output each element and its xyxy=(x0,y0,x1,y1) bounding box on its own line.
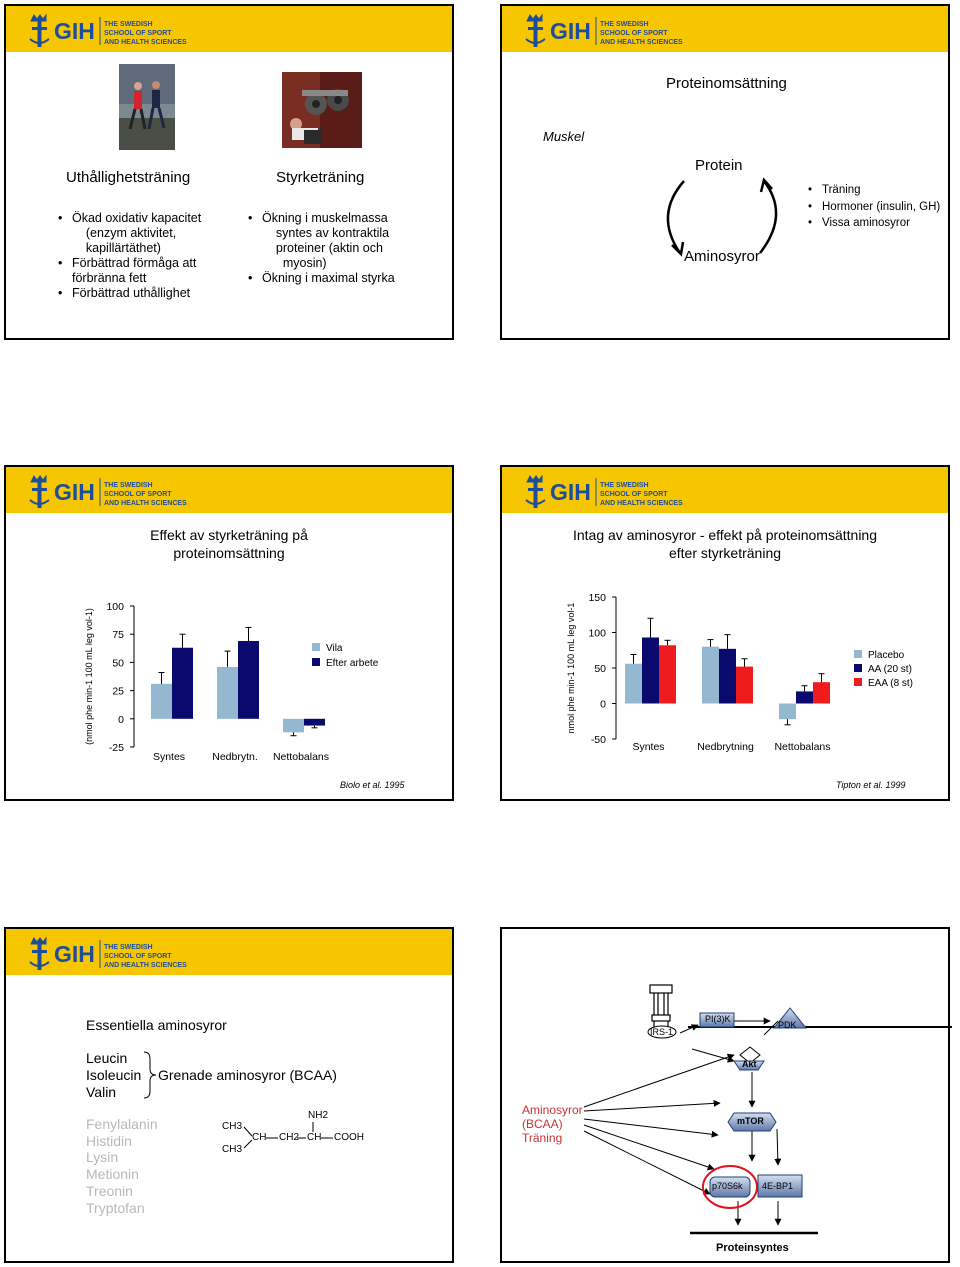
category-label: Nettobalans xyxy=(774,741,831,753)
bcaa-item: Valin xyxy=(86,1084,117,1100)
strength-bullet: • Ökning i muskelmassa syntes av kontraktila proteiner (aktin och myosin) xyxy=(248,211,428,271)
regulator-bullet: • Vissa aminosyror xyxy=(808,215,940,232)
y-tick-label: -25 xyxy=(108,742,124,754)
svg-text:AND HEALTH SCIENCES: AND HEALTH SCIENCES xyxy=(600,39,683,46)
category-label: Nettobalans xyxy=(272,751,330,763)
akt-label: Akt xyxy=(742,1059,757,1069)
y-tick-label: 100 xyxy=(106,601,124,613)
slide-training-types xyxy=(4,4,454,340)
category-label: Syntes xyxy=(152,751,186,763)
bcaa-item: Isoleucin xyxy=(86,1067,142,1083)
legend-label: Vila xyxy=(326,643,343,654)
svg-text:GIH: GIH xyxy=(54,941,95,967)
citation: Tipton et al. 1999 xyxy=(836,780,906,790)
slide-amino-intake-chart xyxy=(500,465,950,801)
amino-item: Lysin xyxy=(86,1149,119,1166)
mol-nh2: NH2 xyxy=(308,1110,329,1121)
mol-ch: CH xyxy=(307,1132,322,1143)
gih-logo xyxy=(520,9,683,49)
citation: Biolo et al. 1995 xyxy=(340,780,405,790)
category-label: Syntes xyxy=(632,741,665,753)
legend-swatch xyxy=(312,643,320,651)
4ebp1-label: 4E-BP1 xyxy=(762,1181,794,1191)
mol-cooh: COOH xyxy=(334,1132,364,1143)
amino-label: Aminosyror xyxy=(684,248,760,265)
legend-swatch xyxy=(854,650,862,658)
legend-label: AA (20 st) xyxy=(868,664,912,675)
mol-ch3: CH3 xyxy=(222,1144,243,1155)
synthesis-arrow xyxy=(760,181,776,253)
bcaa-label: Grenade aminosyror (BCAA) xyxy=(158,1067,337,1083)
legend-swatch xyxy=(854,678,862,686)
bar xyxy=(642,637,659,703)
bar xyxy=(283,719,304,733)
svg-text:SCHOOL OF SPORT: SCHOOL OF SPORT xyxy=(600,491,668,498)
mtor-label: mTOR xyxy=(737,1116,764,1126)
slide-title-line1: Intag av aminosyror - effekt på proteinomsättning xyxy=(572,527,877,543)
bar xyxy=(813,682,830,703)
bar xyxy=(659,645,676,703)
slide-title-line2: proteinomsättning xyxy=(173,545,285,561)
y-tick-label: 100 xyxy=(588,627,606,640)
slide-mtor-pathway xyxy=(500,927,950,1263)
bar xyxy=(719,649,736,704)
y-tick-label: 50 xyxy=(594,663,606,675)
amino-item: Metionin xyxy=(86,1166,139,1183)
svg-text:AND HEALTH SCIENCES: AND HEALTH SCIENCES xyxy=(104,962,187,969)
turnover-cycle-arrows xyxy=(652,171,792,263)
irs1-label: IRS-1 xyxy=(650,1027,674,1037)
bar-chart-tipton xyxy=(502,467,952,803)
bar xyxy=(779,704,796,720)
strength-photo xyxy=(282,72,362,148)
y-tick-label: 75 xyxy=(112,629,124,642)
svg-text:GIH: GIH xyxy=(550,479,591,505)
protein-label: Protein xyxy=(695,157,743,174)
legend-label: Efter arbete xyxy=(326,658,379,669)
svg-text:THE SWEDISH: THE SWEDISH xyxy=(104,482,153,489)
muscle-label: Muskel xyxy=(543,129,585,144)
amino-item: Treonin xyxy=(86,1182,133,1199)
pi3k-label: PI(3)K xyxy=(705,1014,731,1024)
bar xyxy=(172,648,193,719)
running-photo xyxy=(119,64,175,150)
slide-essential-amino xyxy=(4,927,454,1263)
slide-banner xyxy=(6,929,452,975)
svg-text:SCHOOL OF SPORT: SCHOOL OF SPORT xyxy=(104,30,172,37)
svg-text:THE SWEDISH: THE SWEDISH xyxy=(600,482,649,489)
svg-text:GIH: GIH xyxy=(550,18,591,44)
svg-text:GIH: GIH xyxy=(54,18,95,44)
bcaa-item: Leucin xyxy=(86,1050,128,1066)
stimulus-label: Träning xyxy=(522,1131,563,1145)
legend-label: Placebo xyxy=(868,650,905,661)
regulator-bullets xyxy=(808,182,940,232)
svg-text:THE SWEDISH: THE SWEDISH xyxy=(600,21,649,28)
slide-title-line2: efter styrketräning xyxy=(668,545,782,561)
svg-text:SCHOOL OF SPORT: SCHOOL OF SPORT xyxy=(104,953,172,960)
y-axis-label: (nmol phe min-1 100 mL leg vol-1) xyxy=(84,608,94,745)
amino-item: Fenylalanin xyxy=(86,1116,158,1132)
amino-item: Tryptofan xyxy=(86,1199,145,1216)
slide-title-line1: Effekt av styrketräning på xyxy=(150,527,308,543)
gih-logo xyxy=(24,932,187,972)
slide-protein-turnover xyxy=(500,4,950,340)
bar xyxy=(702,647,719,704)
svg-text:THE SWEDISH: THE SWEDISH xyxy=(104,944,153,951)
gih-logo xyxy=(24,9,187,49)
svg-text:AND HEALTH SCIENCES: AND HEALTH SCIENCES xyxy=(600,500,683,507)
stimulus-label: Aminosyror xyxy=(522,1103,583,1117)
bar xyxy=(217,667,238,719)
mol-ch3: CH3 xyxy=(222,1121,243,1132)
y-tick-label: 25 xyxy=(112,685,124,698)
slide-banner xyxy=(6,6,452,52)
strength-title: Styrketräning xyxy=(276,169,365,186)
pathway-diagram xyxy=(502,929,952,1265)
category-label: Nedbrytning xyxy=(697,741,754,753)
mol-ch: CH xyxy=(252,1132,267,1143)
svg-text:SCHOOL OF SPORT: SCHOOL OF SPORT xyxy=(104,491,172,498)
svg-text:AND HEALTH SCIENCES: AND HEALTH SCIENCES xyxy=(104,39,187,46)
pdk-label: PDK xyxy=(778,1020,797,1030)
bar xyxy=(736,667,753,704)
endurance-bullets xyxy=(58,211,228,301)
y-tick-label: 50 xyxy=(112,657,124,670)
y-tick-label: 150 xyxy=(588,592,606,604)
slide-banner xyxy=(502,6,948,52)
stimulus-label: (BCAA) xyxy=(522,1117,563,1131)
category-label: Nedbrytn. xyxy=(212,751,258,763)
strength-bullets xyxy=(248,211,428,286)
endurance-title: Uthållighetsträning xyxy=(66,169,191,186)
bar xyxy=(304,719,325,726)
y-tick-label: 0 xyxy=(118,713,124,726)
legend-swatch xyxy=(312,658,320,666)
bar xyxy=(625,664,642,704)
other-amino-list xyxy=(86,1116,158,1216)
legend-label: EAA (8 st) xyxy=(868,678,914,689)
slide-effect-chart xyxy=(4,465,454,801)
stimulus-arrows xyxy=(584,1055,734,1194)
svg-text:THE SWEDISH: THE SWEDISH xyxy=(104,21,153,28)
svg-text:GIH: GIH xyxy=(54,479,95,505)
y-tick-label: 0 xyxy=(600,698,606,711)
regulator-bullet: • Hormoner (insulin, GH) xyxy=(808,199,940,216)
bar xyxy=(796,691,813,703)
y-axis-label: nmol phe min-1 100 mL leg vol-1 xyxy=(566,602,576,734)
endurance-bullet: • Ökad oxidativ kapacitet (enzym aktivitet, kapillärtäthet) xyxy=(58,211,228,256)
regulator-bullet: • Träning xyxy=(808,182,940,199)
p70s6k-label: p70S6k xyxy=(712,1181,743,1191)
svg-text:SCHOOL OF SPORT: SCHOOL OF SPORT xyxy=(600,30,668,37)
bcaa-brace xyxy=(142,1051,158,1099)
bar xyxy=(151,684,172,719)
amino-item: Histidin xyxy=(86,1132,132,1149)
slide-title: Essentiella aminosyror xyxy=(86,1017,227,1033)
endurance-bullet: • Förbättrad förmåga att förbränna fett xyxy=(58,256,228,286)
breakdown-arrow xyxy=(668,181,684,253)
endurance-bullet: • Förbättrad uthållighet xyxy=(58,286,228,301)
strength-bullet: • Ökning i maximal styrka xyxy=(248,271,428,286)
mol-ch2: CH2 xyxy=(279,1132,300,1143)
svg-text:AND HEALTH SCIENCES: AND HEALTH SCIENCES xyxy=(104,500,187,507)
bcaa-list xyxy=(86,1050,141,1101)
legend-swatch xyxy=(854,664,862,672)
protein-synthesis-label: Proteinsyntes xyxy=(716,1242,789,1254)
y-tick-label: -50 xyxy=(590,734,606,746)
bar xyxy=(238,641,259,719)
slide-title: Proteinomsättning xyxy=(666,75,787,92)
insulin-receptor xyxy=(650,985,672,1029)
leucine-structure xyxy=(222,1110,372,1167)
bar-chart-biolo xyxy=(6,467,456,803)
